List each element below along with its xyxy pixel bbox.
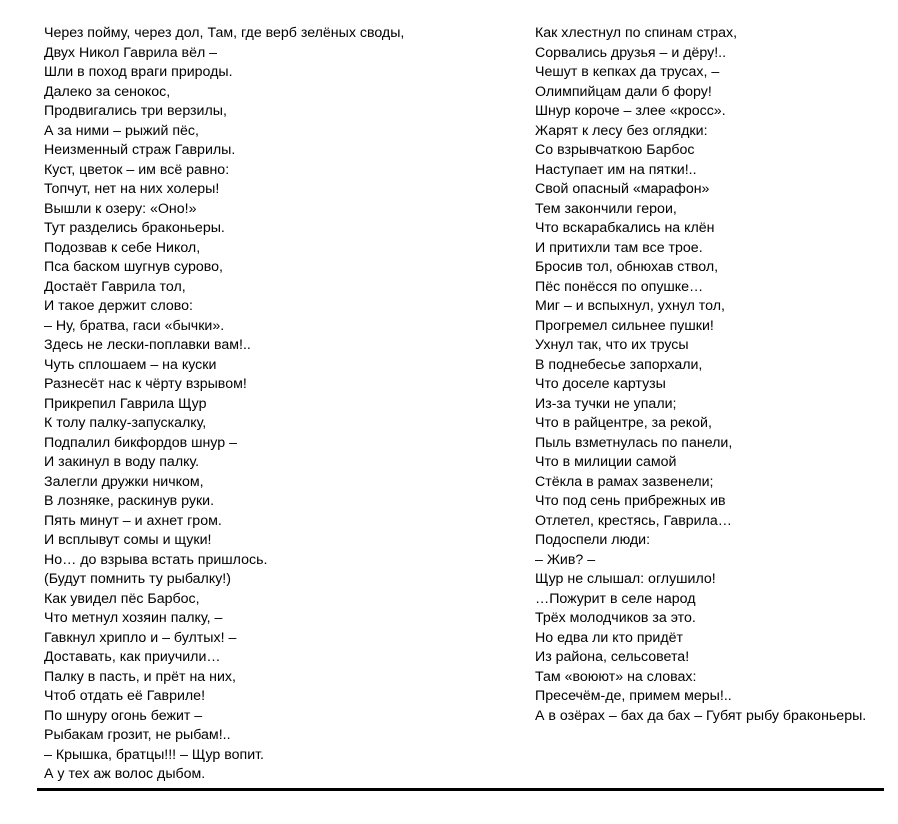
poem-line: Наступает им на пятки!..	[535, 161, 697, 178]
poem-line: Шнур короче – злее «кросс».	[535, 103, 726, 119]
poem-line: Тут разделись браконьеры.	[44, 220, 225, 236]
poem-line: Чуть сплошаем – на куски	[44, 356, 217, 373]
poem-line: Как увидел пёс Барбос,	[44, 590, 200, 607]
poem-line: Что под сень прибрежных ив	[535, 493, 726, 509]
poem-line: Шли в поход враги природы.	[44, 64, 233, 80]
poem-line: Топчут, нет на них холеры!	[44, 181, 220, 197]
poem-line: Палку в пасть, и прёт на них,	[44, 668, 236, 685]
poem-line: Там «воюют» на словах:	[535, 668, 697, 685]
poem-line: Вышли к озеру: «Оно!»	[44, 200, 197, 217]
poem-line: Подпалил бикфордов шнур –	[44, 434, 237, 451]
poem-line: Прикрепил Гаврила Щур	[44, 395, 207, 412]
poem-line: Из-за тучки не упали;	[535, 395, 677, 412]
poem-line: Свой опасный «марафон»	[535, 181, 710, 197]
poem-right-column	[535, 24, 866, 726]
poem-line: Бросив тол, обнюхав ствол,	[535, 259, 719, 275]
poem-line: Миг – и вспыхнул, ухнул тол,	[535, 298, 725, 314]
poem-line: Жарят к лесу без оглядки:	[535, 122, 708, 139]
poem-line: Разнесёт нас к чёрту взрывом!	[44, 376, 247, 392]
poem-line: В поднебесье запорхали,	[535, 356, 703, 373]
poem-line: Пёс понёсся по опушке…	[535, 278, 704, 295]
poem-line: Стёкла в рамах зазвенели;	[535, 473, 714, 490]
poem-line: Рыбакам грозит, не рыбам!..	[44, 727, 231, 743]
poem-line: – Крышка, братцы!!! – Щур вопит.	[44, 746, 264, 763]
poem-line: Пса баском шугнув сурово,	[44, 259, 223, 275]
poem-line: (Будут помнить ту рыбалку!)	[44, 571, 231, 587]
poem-line: …Пожурит в селе народ	[535, 590, 696, 607]
poem-line: Гавкнул хрипло и – бултых! –	[44, 629, 237, 646]
poem-line: Сорвались друзья – и дёру!..	[535, 44, 727, 61]
poem-line: И закинул в воду палку.	[44, 454, 200, 470]
poem-line: Пыль взметнулась по панели,	[535, 434, 733, 451]
poem-line: Далеко за сенокос,	[44, 83, 171, 100]
poem-line: Со взрывчаткою Барбос	[535, 142, 695, 158]
poem-line: К толу палку-запускалку,	[44, 415, 207, 431]
poem-line: Подоспели люди:	[535, 532, 651, 548]
poem-line: – Ну, братва, гаси «бычки».	[44, 317, 225, 334]
poem-line: Трёх молодчиков за это.	[535, 610, 696, 626]
poem-line: Прогремел сильнее пушки!	[535, 317, 714, 334]
poem-line: И такое держит слово:	[44, 298, 194, 314]
poem-line: И всплывут сомы и щуки!	[44, 532, 212, 548]
poem-line: Что в милиции самой	[535, 454, 677, 470]
poem-line: Но едва ли кто придёт	[535, 629, 683, 646]
poem-line: Ухнул так, что их трусы	[535, 337, 689, 353]
poem-line: Что доселе картузы	[535, 376, 666, 392]
poem-line: Неизменный страж Гаврилы.	[44, 142, 236, 158]
poem-line: Щур не слышал: оглушило!	[535, 571, 716, 587]
poem-line: Достаёт Гаврила тол,	[44, 278, 186, 295]
poem-line: Что в райцентре, за рекой,	[535, 415, 712, 431]
poem-line: Подозвав к себе Никол,	[44, 239, 201, 256]
poem-line: Отлетел, крестясь, Гаврила…	[535, 512, 732, 529]
poem-line: Двух Никол Гаврила вёл –	[44, 44, 218, 61]
poem-line: Здесь не лески-поплавки вам!..	[44, 337, 251, 353]
poem-line: А за ними – рыжий пёс,	[44, 122, 199, 139]
poem-line: Как хлестнул по спинам страх,	[535, 25, 738, 41]
poem-line: Что метнул хозяин палку, –	[44, 610, 223, 626]
poem-line: Пять минут – и ахнет гром.	[44, 512, 222, 529]
poem-line: Что вскарабкались на клён	[535, 220, 715, 236]
poem-line: И притихли там все трое.	[535, 239, 703, 256]
poem-line: Пресечём-де, примем меры!..	[535, 688, 732, 704]
poem-line: Чтоб отдать её Гавриле!	[44, 688, 206, 704]
poem-line: Олимпийцам дали б фору!	[535, 83, 712, 100]
poem-line: Чешут в кепках да трусах, –	[535, 64, 720, 80]
poem-line: По шнуру огонь бежит –	[44, 707, 203, 724]
poem-line: Доставать, как приучили…	[44, 649, 221, 665]
poem-line: Продвигались три верзилы,	[44, 103, 227, 119]
poem-line: – Жив? –	[535, 551, 596, 568]
poem-line: А в озёрах – бах да бах – Губят рыбу браконьеры.	[535, 707, 867, 724]
poem-line: Тем закончили герои,	[535, 200, 677, 217]
poem-line: Из района, сельсовета!	[535, 649, 690, 665]
poem-line: А у тех аж волос дыбом.	[44, 766, 206, 782]
poem-left-column	[44, 24, 404, 785]
poem-line: В лозняке, раскинув руки.	[44, 493, 215, 509]
poem-line: Залегли дружки ничком,	[44, 473, 204, 490]
bottom-divider	[37, 788, 884, 791]
poem-line: Но… до взрыва встать пришлось.	[44, 551, 268, 568]
poem-line: Куст, цветок – им всё равно:	[44, 161, 230, 178]
poem-line: Через пойму, через дол, Там, где верб зелёных своды,	[44, 25, 405, 41]
